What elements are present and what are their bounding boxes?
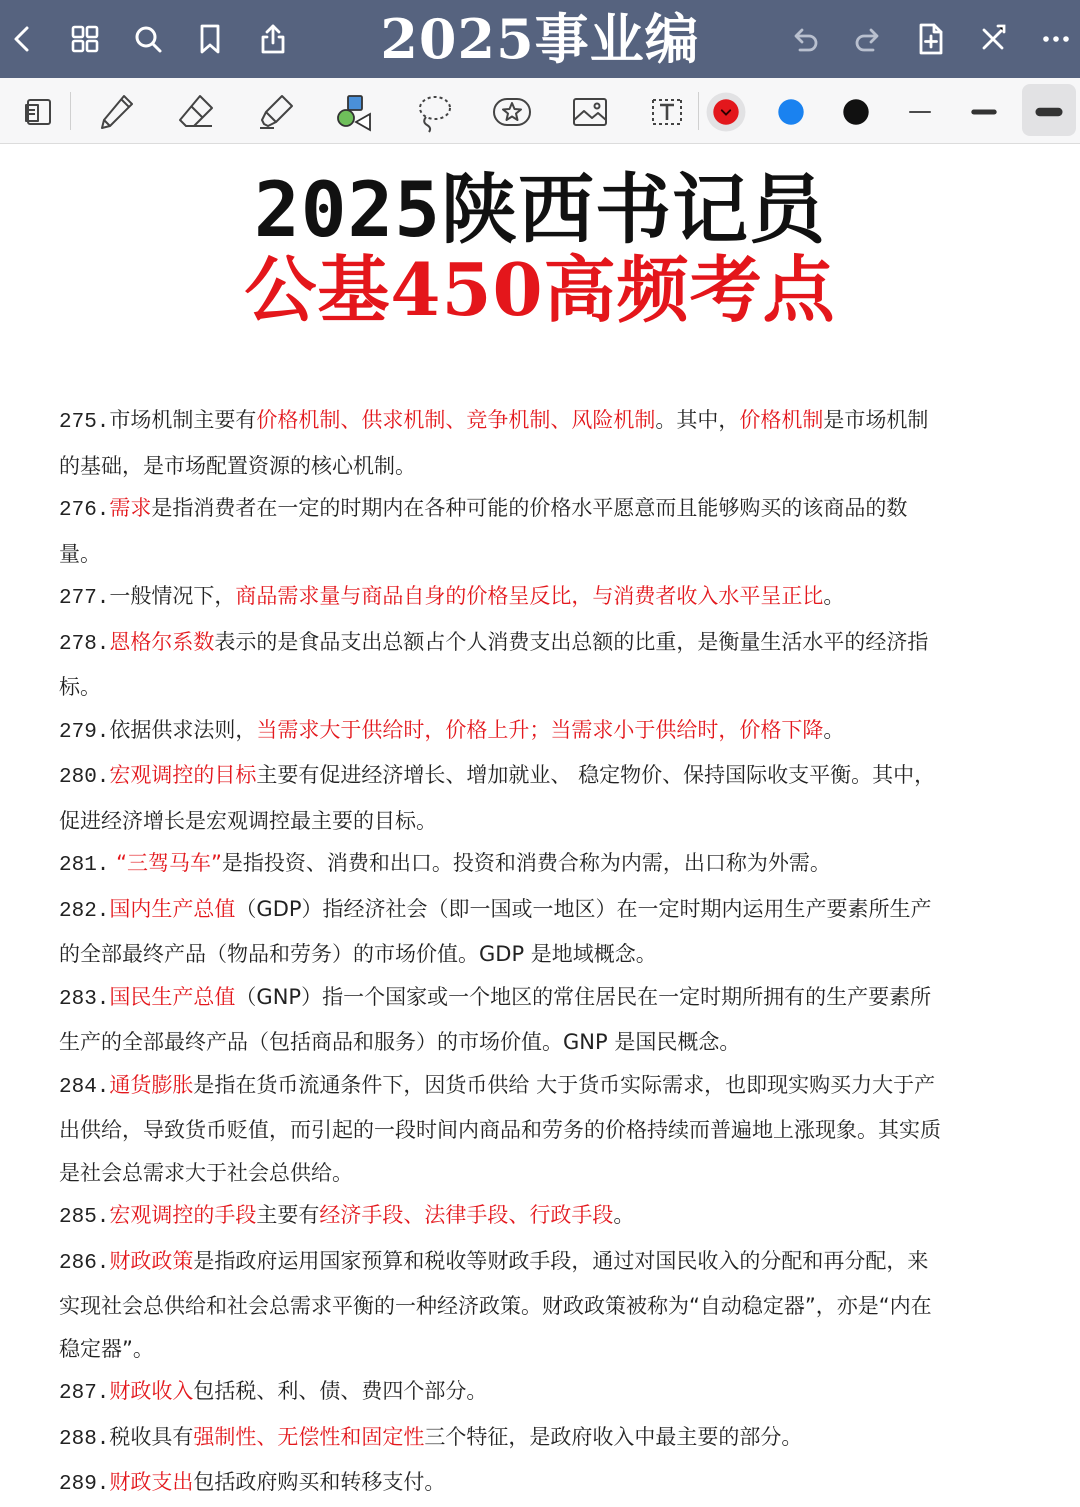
highlight-text: 国内生产总值 [109, 896, 236, 921]
item-number: 277. [59, 587, 110, 610]
doc-heading-sub: 公基450高频考点 [244, 247, 836, 332]
highlight-text: 商品需求量与商品自身的价格呈反比，与消费者收入水平呈正比 [235, 584, 824, 608]
highlight-text: 当需求大于供给时，价格上升；当需求小于供给时，价格下降 [256, 717, 824, 742]
back-icon[interactable] [2, 19, 42, 59]
item-number: 284. [59, 1075, 110, 1099]
list-item [59, 976, 949, 1064]
toolbar-divider [698, 92, 699, 130]
body-text: 税收具有 [109, 1424, 194, 1449]
item-number: 285. [59, 1206, 110, 1229]
add-page-icon[interactable] [911, 19, 951, 59]
highlight-text: 恩格尔系数 [109, 629, 215, 654]
share-icon[interactable] [253, 19, 293, 59]
body-text: 一般情况下， [109, 584, 236, 608]
grid-icon[interactable] [65, 19, 105, 59]
stroke-thick-icon[interactable] [1023, 86, 1075, 138]
sticker-icon[interactable] [486, 86, 538, 138]
body-text: 。 [613, 1203, 635, 1227]
item-number: 288. [59, 1427, 110, 1451]
body-text: 主要有 [256, 1203, 320, 1227]
search-icon[interactable] [128, 19, 168, 59]
body-text: 包括政府购买和转移支付。 [193, 1470, 446, 1494]
list-item [59, 621, 949, 709]
highlight-text: 价格机制 [739, 408, 824, 432]
list-item [59, 399, 949, 487]
more-icon[interactable] [1036, 19, 1076, 59]
highlight-text: 财政支出 [109, 1470, 194, 1494]
body-text: 是指投资、消费和出口。投资和消费合称为内需，出口称为外需。 [221, 851, 831, 875]
close-icon[interactable] [973, 19, 1013, 59]
highlight-text: 宏观调控的目标 [109, 763, 257, 787]
highlight-text: 财政收入 [109, 1379, 194, 1403]
list-item [59, 888, 949, 976]
reading-mode-icon[interactable] [12, 86, 64, 138]
list-item [59, 1064, 949, 1195]
list-item [59, 1370, 949, 1416]
list-item [59, 754, 949, 842]
highlight-text: 通货膨胀 [109, 1072, 194, 1097]
text-box-icon[interactable] [641, 86, 693, 138]
list-item [59, 1240, 949, 1371]
pen-icon[interactable] [90, 86, 142, 138]
image-icon[interactable] [564, 86, 616, 138]
color-swatch-black[interactable] [830, 86, 882, 138]
list-item [59, 575, 949, 621]
item-number: 283. [59, 987, 110, 1011]
bookmark-icon[interactable] [190, 19, 230, 59]
list-item [59, 1461, 949, 1507]
toolbar-divider [70, 92, 71, 130]
top-navigation-bar [0, 0, 1080, 78]
body-text: 三个特征，是政府收入中最主要的部分。 [424, 1424, 803, 1449]
list-item [59, 487, 949, 575]
color-swatch-red[interactable] [700, 86, 752, 138]
stroke-medium-icon[interactable] [958, 86, 1010, 138]
item-number: 287. [59, 1382, 110, 1405]
highlight-text: “三驾马车” [116, 851, 222, 875]
body-text: 主要有促进经济增长、增加就业、 稳定物价、保持国际收支平衡。其中，促进经济增长是宏观调控最主要的目标。 [59, 763, 936, 833]
doc-heading-main: 2025陕西书记员 [253, 165, 827, 254]
eraser-icon[interactable] [170, 86, 222, 138]
item-number: 289. [59, 1473, 110, 1496]
item-number: 282. [59, 899, 110, 923]
document-body [59, 399, 949, 1496]
body-text: （GDP）指经济社会（即一国或一地区）在一定时期内运用生产要素所生产的全部最终产品（物品和劳务）的市场价值。GDP 是地域概念。 [59, 896, 932, 966]
highlight-text: 国民生产总值 [109, 984, 236, 1009]
body-text: 是指政府运用国家预算和税收等财政手段，通过对国民收入的分配和再分配，来实现社会总供给和社会总需求平衡的一种经济政策。财政政策被称为“自动稳定器”，亦是“内在稳定器”。 [59, 1248, 932, 1361]
body-text: 是市场机制的基础，是市场配置资源的核心机制。 [59, 408, 929, 478]
document-title: 2025事业编 [380, 7, 700, 71]
color-swatch-blue[interactable] [765, 86, 817, 138]
body-text: 。其中， [655, 408, 740, 432]
stroke-thin-icon[interactable] [894, 86, 946, 138]
body-text: 包括税、利、债、费四个部分。 [193, 1379, 488, 1403]
list-item [59, 1194, 949, 1240]
item-number: 286. [59, 1251, 110, 1275]
list-item [59, 842, 949, 888]
highlighter-icon[interactable] [250, 86, 302, 138]
highlight-text: 经济手段、法律手段、行政手段 [319, 1203, 614, 1227]
undo-icon[interactable] [785, 19, 825, 59]
body-text: 表示的是食品支出总额占个人消费支出总额的比重，是衡量生活水平的经济指标。 [59, 629, 929, 699]
annotation-toolbar [0, 78, 1080, 144]
highlight-text: 财政政策 [109, 1248, 194, 1273]
body-text: 是指在货币流通条件下，因货币供给 大于货币实际需求，也即现实购买力大于产出供给，导致货币贬值，而引起的一段时间内商品和劳务的价格持续而普遍地上涨现象。其实质是社会总需求大于社会总供给。 [59, 1072, 941, 1185]
highlight-text: 价格机制、供求机制、竞争机制、风险机制 [256, 408, 656, 432]
item-number: 275. [59, 411, 110, 434]
list-item [59, 709, 949, 755]
highlight-text: 宏观调控的手段 [109, 1203, 257, 1227]
body-text: （GNP）指一个国家或一个地区的常住居民在一定时期所拥有的生产要素所生产的全部最终产品（包括商品和服务）的市场价值。GNP 是国民概念。 [59, 984, 932, 1054]
body-text: 。 [823, 717, 845, 742]
shapes-icon[interactable] [328, 86, 380, 138]
body-text: 市场机制主要有 [109, 408, 257, 432]
body-text: 是指消费者在一定的时期内在各种可能的价格水平愿意而且能够购买的该商品的数量。 [59, 496, 908, 566]
highlight-text: 强制性、无偿性和固定性 [193, 1424, 425, 1449]
item-number: 278. [59, 632, 110, 656]
body-text: 。 [823, 584, 845, 608]
item-number: 280. [59, 766, 110, 789]
item-number: 279. [59, 720, 110, 744]
lasso-icon[interactable] [408, 86, 460, 138]
item-number: 281. [59, 854, 110, 877]
highlight-text: 需求 [109, 496, 152, 520]
body-text: 依据供求法则， [109, 717, 257, 742]
item-number: 276. [59, 499, 110, 522]
list-item [59, 1416, 949, 1462]
redo-icon[interactable] [848, 19, 888, 59]
